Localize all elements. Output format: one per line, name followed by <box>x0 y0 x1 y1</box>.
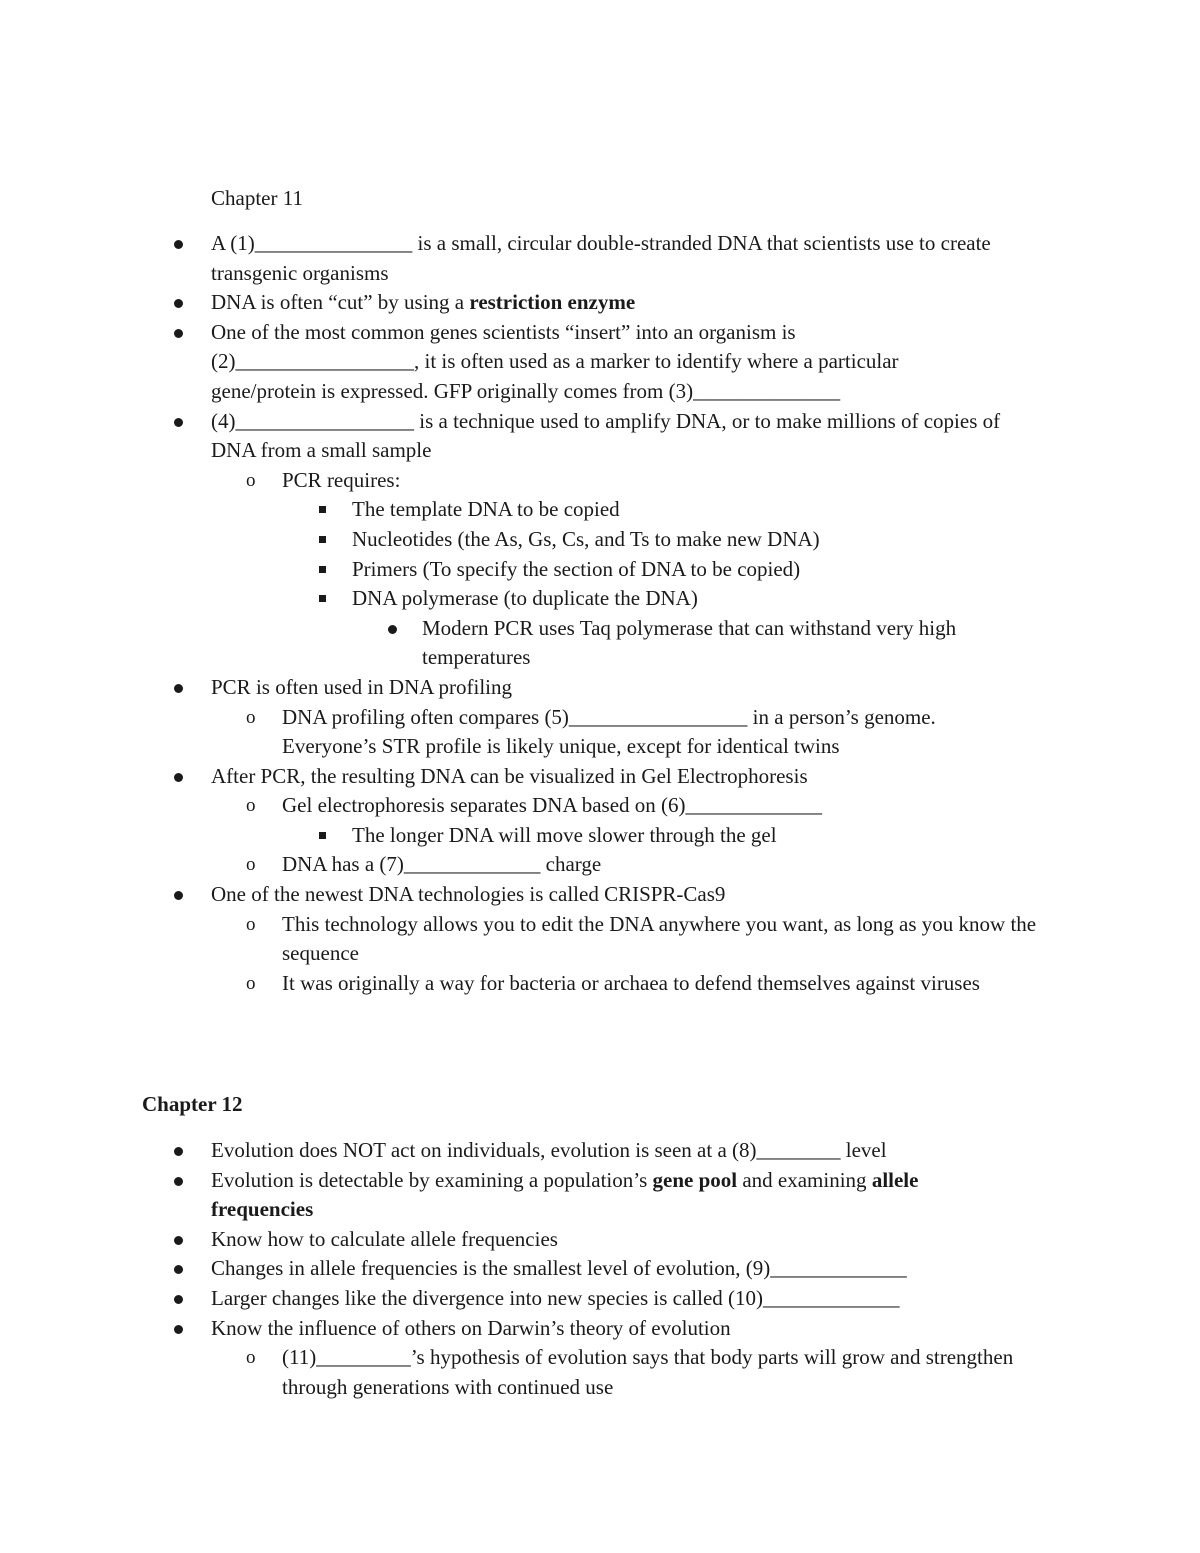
list-item: DNA polymerase (to duplicate the DNA) <box>352 584 1060 614</box>
bullet-icon <box>174 773 183 782</box>
chapter-11-heading: Chapter 11 <box>211 186 303 210</box>
bullet-icon: o <box>246 469 256 491</box>
bullet-icon: o <box>246 706 256 728</box>
bullet-icon <box>319 536 326 543</box>
bullet-icon <box>174 891 183 900</box>
list-item: One of the most common genes scientists “insert” into an organism is (2)_________________, it is often used as a marker to identify where a particular gene/protein is expressed. GFP originally comes from (3)______________ <box>211 318 1001 407</box>
list-item: Know the influence of others on Darwin’s theory of evolution <box>211 1314 1060 1344</box>
list-item: Know how to calculate allele frequencies <box>211 1225 1060 1255</box>
bullet-icon: o <box>246 913 256 935</box>
bullet-icon <box>174 299 183 308</box>
list-item: A (1)_______________ is a small, circular double-stranded DNA that scientists use to create transgenic organisms <box>211 229 1041 288</box>
bullet-icon: o <box>246 795 256 817</box>
list-item: Larger changes like the divergence into new species is called (10)_____________ <box>211 1284 1060 1314</box>
list-item: The longer DNA will move slower through the gel <box>352 821 1060 851</box>
list-item: o DNA has a (7)_____________ charge <box>282 850 1060 880</box>
list-item: o This technology allows you to edit the DNA anywhere you want, as long as you know the sequence <box>246 911 1037 966</box>
bullet-icon <box>388 625 397 634</box>
list-item: Modern PCR uses Taq polymerase that can withstand very high temperatures <box>422 614 1042 673</box>
list-item: Changes in allele frequencies is the smallest level of evolution, (9)_____________ <box>211 1254 1060 1284</box>
bullet-icon <box>174 1147 183 1156</box>
term-restriction-enzyme: restriction enzyme <box>469 290 636 315</box>
bullet-icon <box>174 1265 183 1274</box>
bullet-icon <box>174 240 183 249</box>
bullet-icon <box>319 595 326 602</box>
bullet-icon <box>174 1295 183 1304</box>
bullet-icon <box>319 832 326 839</box>
list-item: o DNA profiling often compares (5)_________________ in a person’s genome. Everyone’s STR profile is likely unique, except for identical twins <box>246 704 936 759</box>
bullet-icon: o <box>246 1347 256 1369</box>
bullet-icon <box>174 1177 183 1186</box>
bullet-icon <box>174 684 183 693</box>
bullet-icon <box>319 566 326 573</box>
chapter-11-list <box>0 229 1060 998</box>
bullet-icon <box>174 1236 183 1245</box>
list-item: One of the newest DNA technologies is called CRISPR-Cas9 <box>211 880 1060 910</box>
list-item: Evolution does NOT act on individuals, evolution is seen at a (8)________ level <box>211 1136 1060 1166</box>
list-item: o (11)_________’s hypothesis of evolution says that body parts will grow and strengthen through generations with continued use <box>246 1345 1014 1399</box>
list-item: After PCR, the resulting DNA can be visualized in Gel Electrophoresis <box>211 762 1060 792</box>
list-item: (4)_________________ is a technique used to amplify DNA, or to make millions of copies of DNA from a small sample <box>211 407 1021 466</box>
list-item: Primers (To specify the section of DNA to be copied) <box>352 555 1060 585</box>
bullet-icon <box>174 418 183 427</box>
list-item: o It was originally a way for bacteria or archaea to defend themselves against viruses <box>282 969 1012 999</box>
bullet-icon: o <box>246 854 256 876</box>
list-item: o PCR requires: <box>282 466 1060 496</box>
bullet-icon <box>319 506 326 513</box>
list-item: Nucleotides (the As, Gs, Cs, and Ts to make new DNA) <box>352 525 1060 555</box>
chapter-12-list <box>0 1136 1060 1402</box>
bullet-icon: o <box>246 972 256 994</box>
bullet-icon <box>174 1325 183 1334</box>
list-item: Evolution is detectable by examining a population’s gene pool and examining allele frequencies <box>211 1166 1016 1225</box>
list-item: o Gel electrophoresis separates DNA based on (6)_____________ <box>282 791 1060 821</box>
bullet-icon <box>174 329 183 338</box>
term-allele-frequencies: allele frequencies <box>211 1167 919 1222</box>
chapter-12-heading: Chapter 12 <box>142 1092 243 1116</box>
list-item: DNA is often “cut” by using a restriction enzyme <box>211 288 1060 318</box>
list-item: The template DNA to be copied <box>352 495 1060 525</box>
term-gene-pool: gene pool <box>652 1167 738 1192</box>
list-item: PCR is often used in DNA profiling <box>211 673 1060 703</box>
